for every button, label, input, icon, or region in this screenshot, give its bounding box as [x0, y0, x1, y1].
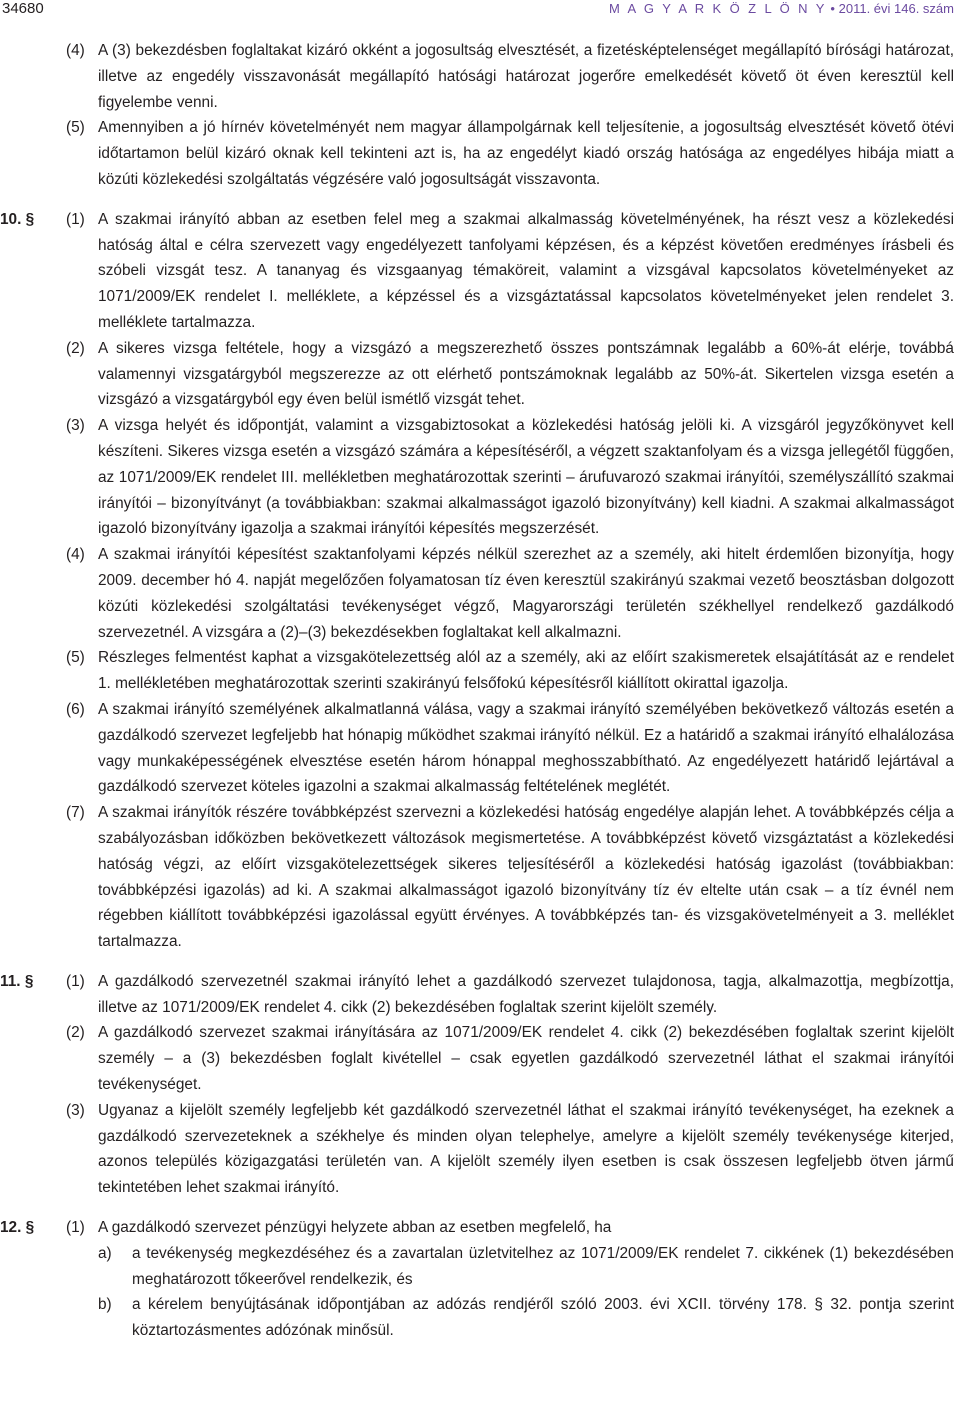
- paragraph-number: (6): [66, 700, 85, 718]
- paragraph-number: (4): [66, 42, 85, 59]
- paragraph-number: (3): [66, 1101, 85, 1119]
- list-item: [0, 1241, 960, 1293]
- paragraph-number: (1): [66, 972, 85, 990]
- paragraph: [0, 1098, 960, 1201]
- page-number: 34680: [2, 0, 44, 17]
- point-letter: b): [98, 1296, 112, 1314]
- paragraph-text: A (3) bekezdésben foglaltakat kizáró okként a jogosultság elvesztését, a fizetésképtelenséget megállapító bírósági határozat, illetve az engedély visszavonását megállapító hatósági határozat jogerőre emelkedését követő öt éven keresztül kell figyelembe venni.: [98, 42, 954, 111]
- paragraph-text: A sikeres vizsga feltétele, hogy a vizsgázó a megszerezhető összes pontszámnak legalább a 60%-át elérje, továbbá valamennyi vizsgatárgyból megszerezze az ott elérhető pontszámoknak legalább az 50%-át. Sikertelen vizsga esetén a vizsgázó a vizsgatárgyból egy éven belül ismétlő vizsgát tehet.: [98, 339, 954, 409]
- paragraph-number: (3): [66, 417, 85, 435]
- section-10: [0, 207, 960, 955]
- section-12: [0, 1215, 960, 1344]
- paragraph: [0, 207, 960, 336]
- section-label: 10. §: [0, 210, 35, 228]
- paragraph: [0, 697, 960, 800]
- paragraph: [0, 969, 960, 1021]
- document-body: [0, 38, 960, 1344]
- paragraph-number: (7): [66, 804, 85, 822]
- publication-issue: [609, 1, 954, 16]
- bullet-separator: •: [830, 1, 835, 16]
- paragraph: [0, 800, 960, 955]
- paragraph: [0, 1020, 960, 1097]
- paragraph-number: (1): [66, 1219, 85, 1237]
- paragraph-number: (4): [66, 546, 85, 564]
- section-label: 12. §: [0, 1219, 35, 1237]
- paragraph-text: A szakmai irányító személyének alkalmatlanná válása, vagy a szakmai irányító személyében bekövetkező változás esetén a gazdálkodó szervezet legfeljebb hat hónapig működhet szakmai irányító nélkül. Ez a határidő a szakmai irányító elhalálozása vagy munkaképességének elvesztése esetén három hónappal meghosszabbítható. Az engedélyezett határidő lejártával a gazdálkodó szervezet köteles igazolni a szakmai alkalmasság feltételének meglétét.: [98, 700, 954, 796]
- point-letter: a): [98, 1244, 112, 1262]
- paragraph-number: (1): [66, 210, 85, 228]
- page-header: [0, 0, 960, 24]
- paragraph: [0, 336, 960, 413]
- paragraph: [0, 38, 960, 115]
- paragraph-text: A gazdálkodó szervezet szakmai irányítására az 1071/2009/EK rendelet 4. cikk (2) bekezdésében foglaltak szerint kijelölt személy – a (3) bekezdésben foglalt kivétellel – csak egyetlen gazdálkodó szervezetnél láthat el szakmai irányítói tevékenységet.: [98, 1024, 954, 1094]
- paragraph: [0, 542, 960, 645]
- paragraph-text: A szakmai irányítók részére továbbképzést szervezni a közlekedési hatóság engedélye alapján lehet. A továbbképzés célja a szabályozásban időközben bekövetkezett változások megismertetése. A továbbképzést követő vizsgáztatást a közlekedési hatóság végzi, az előírt vizsgakötelezettségek sikeres teljesítéséről a közlekedési hatóság igazolást (továbbiakban: továbbképzési igazolás) ad ki. A szakmai alkalmasságot igazoló bizonyítvány tíz év eltelte után csak – a tíz évnél nem régebben kiállított továbbképzési igazolással együtt érvényes. A továbbképzés tan- és vizsgakövetelményeit a 3. melléklet tartalmazza.: [98, 804, 954, 951]
- issue-label: 2011. évi 146. szám: [838, 1, 954, 16]
- point-text: a kérelem benyújtásának időpontjában az adózás rendjéről szóló 2003. évi XCII. törvény 178. § 32. pontja szerint köztartozásmentes adózónak minősül.: [132, 1296, 954, 1340]
- paragraph-text: A vizsga helyét és időpontját, valamint a vizsgabiztosokat a közlekedési hatóság jelöli ki. A vizsgáról jegyzőkönyvet kell készíteni. Sikeres vizsga esetén a vizsgázó számára a képesítéséről, a végzett szaktanfolyam és a vizsga jellegétől függően, az 1071/2009/EK rendelet III. mellékletben meghatározottak szerinti – árufuvarozó szakmai irányítói, személyszállító szakmai irányítói – bizonyítványt (a továbbiakban: szakmai alkalmasságot igazoló bizonyítvány) kell kiadni. A szakmai alkalmasságot igazoló bizonyítvány igazolja a szakmai irányítói képesítés megszerzését.: [98, 417, 954, 538]
- paragraph-text: Részleges felmentést kaphat a vizsgakötelezettség alól az a személy, aki az előírt szakismeretek elsajátítását az e rendelet 1. mellékletében meghatározottak szerinti szakirányú felsőfokú képesítésről kiállított okirattal igazolja.: [98, 649, 954, 693]
- section-11: [0, 969, 960, 1201]
- paragraph: [0, 413, 960, 542]
- paragraph-text: Amennyiben a jó hírnév követelményét nem magyar állampolgárnak kell teljesítenie, a jogosultság elvesztését követő ötévi időtartamon belül kizáró oknak kell tekinteni azt is, ha az engedélyt kiadó ország hatósága az engedélyes hibája miatt a közúti közlekedési szolgáltatás végzésére való jogosultságát visszavonta.: [98, 119, 954, 188]
- paragraph: [0, 645, 960, 697]
- point-text: a tevékenység megkezdéséhez és a zavartalan üzletvitelhez az 1071/2009/EK rendelet 7. cikkének (1) bekezdésében meghatározott tőkeerővel rendelkezik, és: [132, 1244, 954, 1288]
- paragraph-text: A szakmai irányítói képesítést szaktanfolyami képzés nélkül szerezhet az a személy, aki hitelt érdemlően bizonyítja, hogy 2009. december hó 4. napját megelőzően folyamatosan tíz éven keresztül szakirányú szakmai vezető beosztásban dolgozott közúti közlekedési szolgáltatási tevékenységet végző, Magyarországi területén székhellyel rendelkező gazdálkodó szervezetnél. A vizsgára a (2)–(3) bekezdésekben foglaltakat kell alkalmazni.: [98, 546, 954, 641]
- paragraph-number: (5): [66, 649, 85, 667]
- publication-title: M A G Y A R K Ö Z L Ö N Y: [609, 1, 827, 16]
- paragraph-text: A gazdálkodó szervezetnél szakmai irányító lehet a gazdálkodó szervezet tulajdonosa, tagja, alkalmazottja, megbízottja, illetve az 1071/2009/EK rendelet 4. cikk (2) bekezdésében foglaltak szerint kijelölt személy.: [98, 972, 954, 1016]
- paragraph-text: A szakmai irányító abban az esetben felel meg a szakmai alkalmasság követelményének, ha részt vesz a közlekedési hatóság által e célra szervezett vagy engedélyezett tanfolyami képzésen, és a képzést követően eredményes írásbeli és szóbeli vizsgát tesz. A tananyag és vizsgaanyag témaköreit, valamint a vizsgával kapcsolatos követelményeket az 1071/2009/EK rendelet I. melléklete, a képzéssel és a vizsgáztatással kapcsolatos követelményeket jelen rendelet 3. melléklete tartalmazza.: [98, 210, 954, 331]
- paragraph: [0, 115, 960, 192]
- list-item: [0, 1292, 960, 1344]
- paragraph-number: (2): [66, 339, 85, 357]
- paragraph-text: Ugyanaz a kijelölt személy legfeljebb két gazdálkodó szervezetnél láthat el szakmai irányító tevékenységet, ha ezeknek a gazdálkodó szervezeteknek a székhelye és minden olyan telephelye, amelyre a kijelölt személy tevékenysége kiterjed, azonos település közigazgatási területén van. A kijelölt személy ilyen esetben is csak összesen legfeljebb ötven jármű tekintetében lehet szakmai irányító.: [98, 1101, 954, 1197]
- section-label: 11. §: [0, 972, 34, 990]
- paragraph-text: A gazdálkodó szervezet pénzügyi helyzete abban az esetben megfelelő, ha: [98, 1219, 612, 1237]
- paragraph: [0, 1215, 960, 1241]
- paragraph-number: (2): [66, 1024, 85, 1042]
- paragraph-number: (5): [66, 119, 85, 137]
